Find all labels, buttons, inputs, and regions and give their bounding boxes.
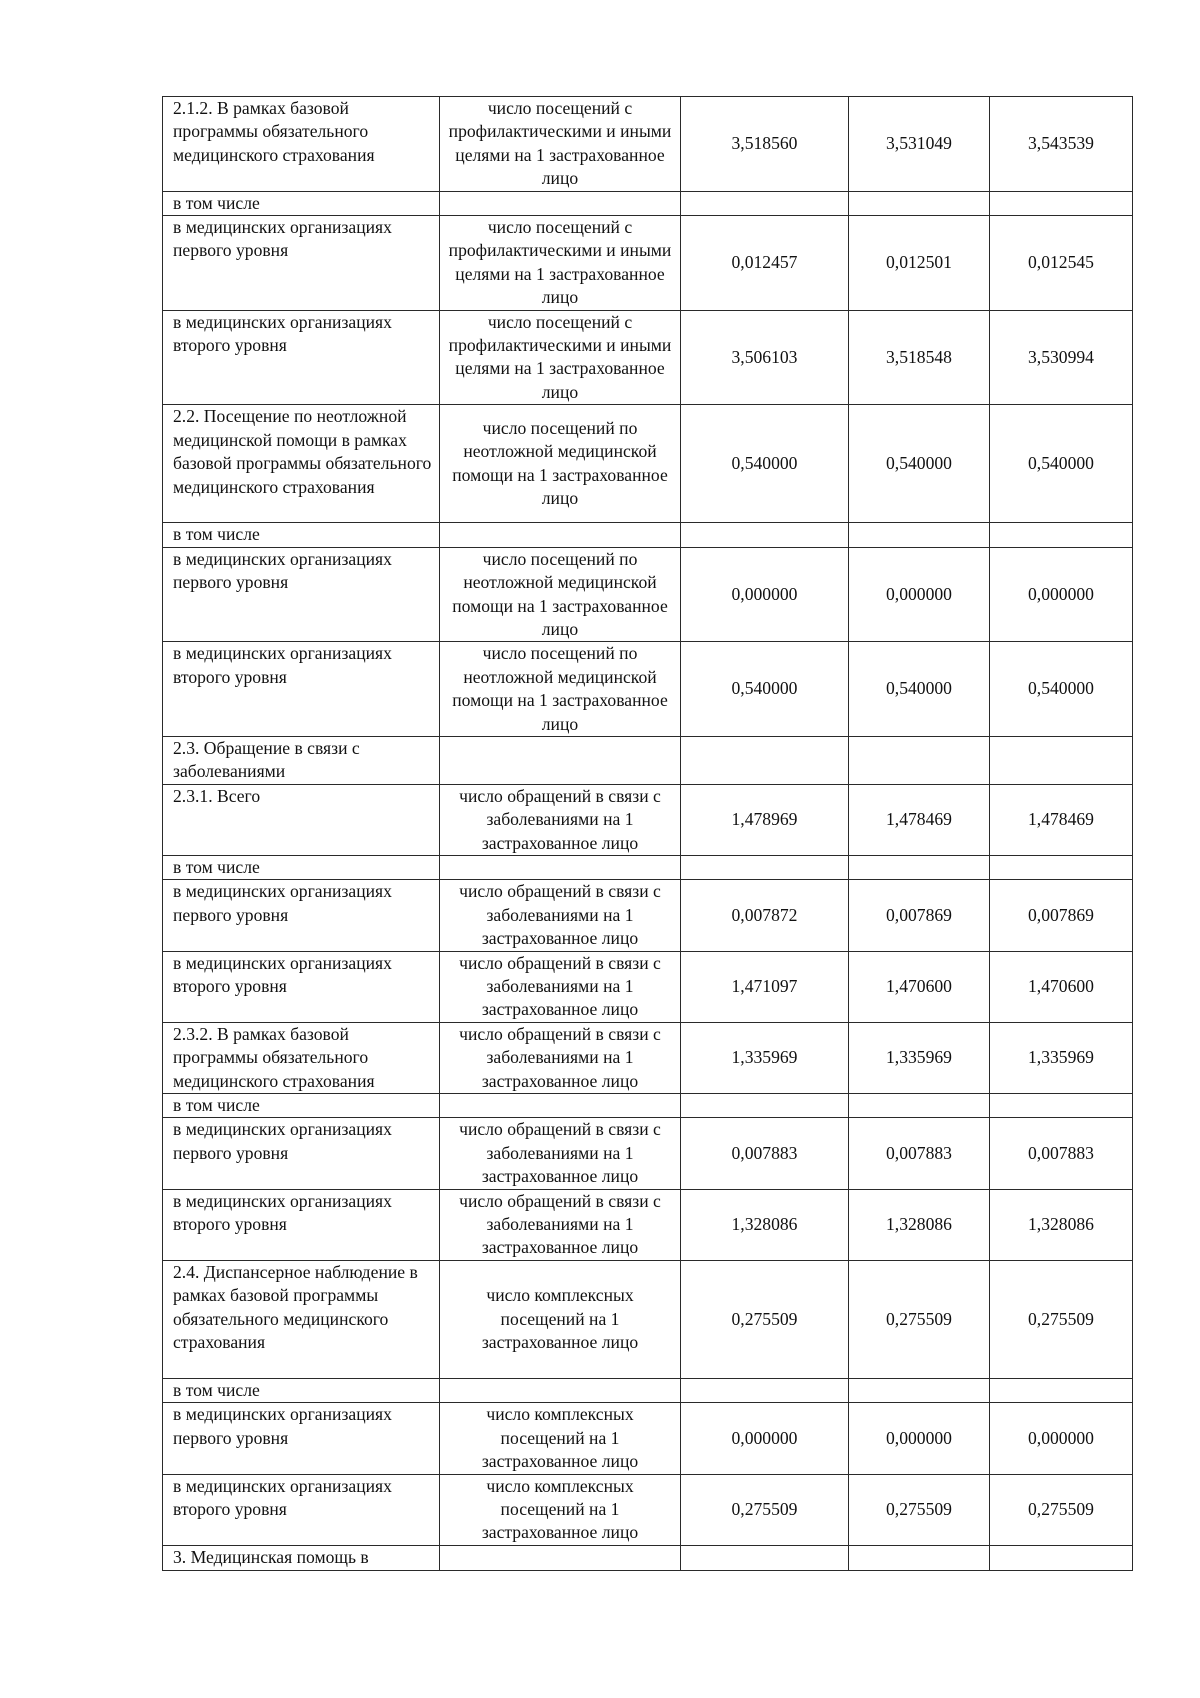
row-value-2: [849, 1545, 990, 1570]
row-unit: [440, 855, 681, 879]
row-name: в том числе: [163, 855, 440, 879]
row-name: в медицинских организациях первого уровня: [163, 880, 440, 951]
table-row: [163, 1260, 1133, 1378]
row-value-3: 1,470600: [990, 951, 1133, 1022]
table-row: [163, 216, 1133, 311]
row-value-3: 0,000000: [990, 547, 1133, 642]
row-value-1: 3,506103: [681, 310, 849, 405]
row-value-1: 1,335969: [681, 1022, 849, 1093]
row-value-1: [681, 1378, 849, 1402]
table-row: [163, 1118, 1133, 1189]
row-value-2: [849, 1094, 990, 1118]
row-value-2: [849, 523, 990, 547]
table-row: [163, 97, 1133, 192]
row-unit: [440, 1378, 681, 1402]
row-unit: [440, 736, 681, 784]
row-name: в том числе: [163, 1094, 440, 1118]
row-value-2: 0,007869: [849, 880, 990, 951]
table-row: [163, 855, 1133, 879]
row-value-2: 0,275509: [849, 1474, 990, 1545]
row-value-1: 0,275509: [681, 1474, 849, 1545]
row-value-3: [990, 1545, 1133, 1570]
row-value-1: 1,471097: [681, 951, 849, 1022]
row-value-2: 0,275509: [849, 1260, 990, 1378]
row-name: в том числе: [163, 1378, 440, 1402]
row-value-2: 1,335969: [849, 1022, 990, 1093]
row-value-2: 1,470600: [849, 951, 990, 1022]
row-unit: [440, 191, 681, 215]
row-unit: число обращений в связи с заболеваниями на 1 застрахованное лицо: [440, 784, 681, 855]
row-unit: число обращений в связи с заболеваниями на 1 застрахованное лицо: [440, 1118, 681, 1189]
row-name: 2.3.2. В рамках базовой программы обязательного медицинского страхования: [163, 1022, 440, 1093]
row-value-2: 3,531049: [849, 97, 990, 192]
row-unit: [440, 523, 681, 547]
row-value-3: 0,000000: [990, 1403, 1133, 1474]
row-name: в медицинских организациях второго уровня: [163, 1189, 440, 1260]
row-value-3: [990, 523, 1133, 547]
row-value-2: [849, 855, 990, 879]
row-value-1: 3,518560: [681, 97, 849, 192]
row-unit: число посещений с профилактическими и иными целями на 1 застрахованное лицо: [440, 310, 681, 405]
row-value-3: [990, 855, 1133, 879]
table-row: [163, 1189, 1133, 1260]
table-row: [163, 1022, 1133, 1093]
row-unit: число посещений с профилактическими и иными целями на 1 застрахованное лицо: [440, 97, 681, 192]
table-row: [163, 1474, 1133, 1545]
row-value-3: 1,328086: [990, 1189, 1133, 1260]
row-value-1: 0,540000: [681, 405, 849, 523]
row-value-1: 0,007872: [681, 880, 849, 951]
row-unit: число посещений по неотложной медицинской помощи на 1 застрахованное лицо: [440, 547, 681, 642]
row-value-3: 3,530994: [990, 310, 1133, 405]
table-row: [163, 642, 1133, 737]
row-value-2: 0,540000: [849, 642, 990, 737]
row-value-2: [849, 736, 990, 784]
row-value-3: 0,275509: [990, 1260, 1133, 1378]
table-row: [163, 951, 1133, 1022]
row-value-1: [681, 1094, 849, 1118]
table-row: [163, 736, 1133, 784]
indicator-table: [162, 96, 1133, 1571]
row-unit: число обращений в связи с заболеваниями на 1 застрахованное лицо: [440, 1189, 681, 1260]
table-row: [163, 1094, 1133, 1118]
row-value-3: [990, 736, 1133, 784]
row-name: в медицинских организациях второго уровня: [163, 1474, 440, 1545]
table-row: [163, 310, 1133, 405]
row-value-2: 1,328086: [849, 1189, 990, 1260]
row-unit: число обращений в связи с заболеваниями на 1 застрахованное лицо: [440, 951, 681, 1022]
row-unit: [440, 1545, 681, 1570]
row-value-2: 3,518548: [849, 310, 990, 405]
row-value-1: 1,478969: [681, 784, 849, 855]
row-value-2: 0,000000: [849, 547, 990, 642]
row-value-2: 1,478469: [849, 784, 990, 855]
row-value-1: 0,275509: [681, 1260, 849, 1378]
table-row: [163, 523, 1133, 547]
row-value-1: [681, 736, 849, 784]
row-value-1: [681, 855, 849, 879]
table-row: [163, 784, 1133, 855]
row-value-2: 0,012501: [849, 216, 990, 311]
row-name: 2.2. Посещение по неотложной медицинской помощи в рамках базовой программы обязательного медицинского страхования: [163, 405, 440, 523]
row-name: 2.4. Диспансерное наблюдение в рамках базовой программы обязательного медицинского страхования: [163, 1260, 440, 1378]
row-value-2: [849, 1378, 990, 1402]
table-row: [163, 1545, 1133, 1570]
row-name: в том числе: [163, 523, 440, 547]
row-value-1: [681, 191, 849, 215]
row-name: в медицинских организациях второго уровня: [163, 951, 440, 1022]
row-unit: число комплексных посещений на 1 застрахованное лицо: [440, 1260, 681, 1378]
row-value-3: 3,543539: [990, 97, 1133, 192]
row-unit: [440, 1094, 681, 1118]
row-value-2: [849, 191, 990, 215]
row-name: в медицинских организациях первого уровня: [163, 1403, 440, 1474]
row-value-2: 0,540000: [849, 405, 990, 523]
table-row: [163, 405, 1133, 523]
row-unit: число посещений по неотложной медицинской помощи на 1 застрахованное лицо: [440, 642, 681, 737]
row-unit: число обращений в связи с заболеваниями на 1 застрахованное лицо: [440, 880, 681, 951]
table-row: [163, 1403, 1133, 1474]
row-value-3: 0,012545: [990, 216, 1133, 311]
table-row: [163, 880, 1133, 951]
row-value-3: 0,540000: [990, 642, 1133, 737]
row-value-3: [990, 1094, 1133, 1118]
table-row: [163, 547, 1133, 642]
row-value-1: [681, 1545, 849, 1570]
row-unit: число посещений по неотложной медицинской помощи на 1 застрахованное лицо: [440, 405, 681, 523]
row-value-2: 0,007883: [849, 1118, 990, 1189]
row-name: 2.3.1. Всего: [163, 784, 440, 855]
row-unit: число посещений с профилактическими и иными целями на 1 застрахованное лицо: [440, 216, 681, 311]
row-value-3: 0,007869: [990, 880, 1133, 951]
row-name: в медицинских организациях первого уровня: [163, 547, 440, 642]
row-value-3: [990, 1378, 1133, 1402]
row-value-1: 0,540000: [681, 642, 849, 737]
row-unit: число комплексных посещений на 1 застрахованное лицо: [440, 1403, 681, 1474]
row-value-3: 0,540000: [990, 405, 1133, 523]
table-row: [163, 191, 1133, 215]
row-unit: число комплексных посещений на 1 застрахованное лицо: [440, 1474, 681, 1545]
row-value-1: 0,012457: [681, 216, 849, 311]
row-value-1: 0,000000: [681, 1403, 849, 1474]
row-value-1: 0,007883: [681, 1118, 849, 1189]
row-name: 3. Медицинская помощь в: [163, 1545, 440, 1570]
row-name: 2.1.2. В рамках базовой программы обязательного медицинского страхования: [163, 97, 440, 192]
row-value-3: 1,478469: [990, 784, 1133, 855]
row-value-3: 1,335969: [990, 1022, 1133, 1093]
row-name: в том числе: [163, 191, 440, 215]
row-name: в медицинских организациях первого уровня: [163, 216, 440, 311]
row-value-3: [990, 191, 1133, 215]
row-value-3: 0,007883: [990, 1118, 1133, 1189]
row-unit: число обращений в связи с заболеваниями на 1 застрахованное лицо: [440, 1022, 681, 1093]
row-name: в медицинских организациях первого уровня: [163, 1118, 440, 1189]
row-value-1: 1,328086: [681, 1189, 849, 1260]
row-value-2: 0,000000: [849, 1403, 990, 1474]
row-value-1: [681, 523, 849, 547]
table-row: [163, 1378, 1133, 1402]
row-name: 2.3. Обращение в связи с заболеваниями: [163, 736, 440, 784]
row-value-3: 0,275509: [990, 1474, 1133, 1545]
row-name: в медицинских организациях второго уровня: [163, 310, 440, 405]
row-value-1: 0,000000: [681, 547, 849, 642]
row-name: в медицинских организациях второго уровня: [163, 642, 440, 737]
